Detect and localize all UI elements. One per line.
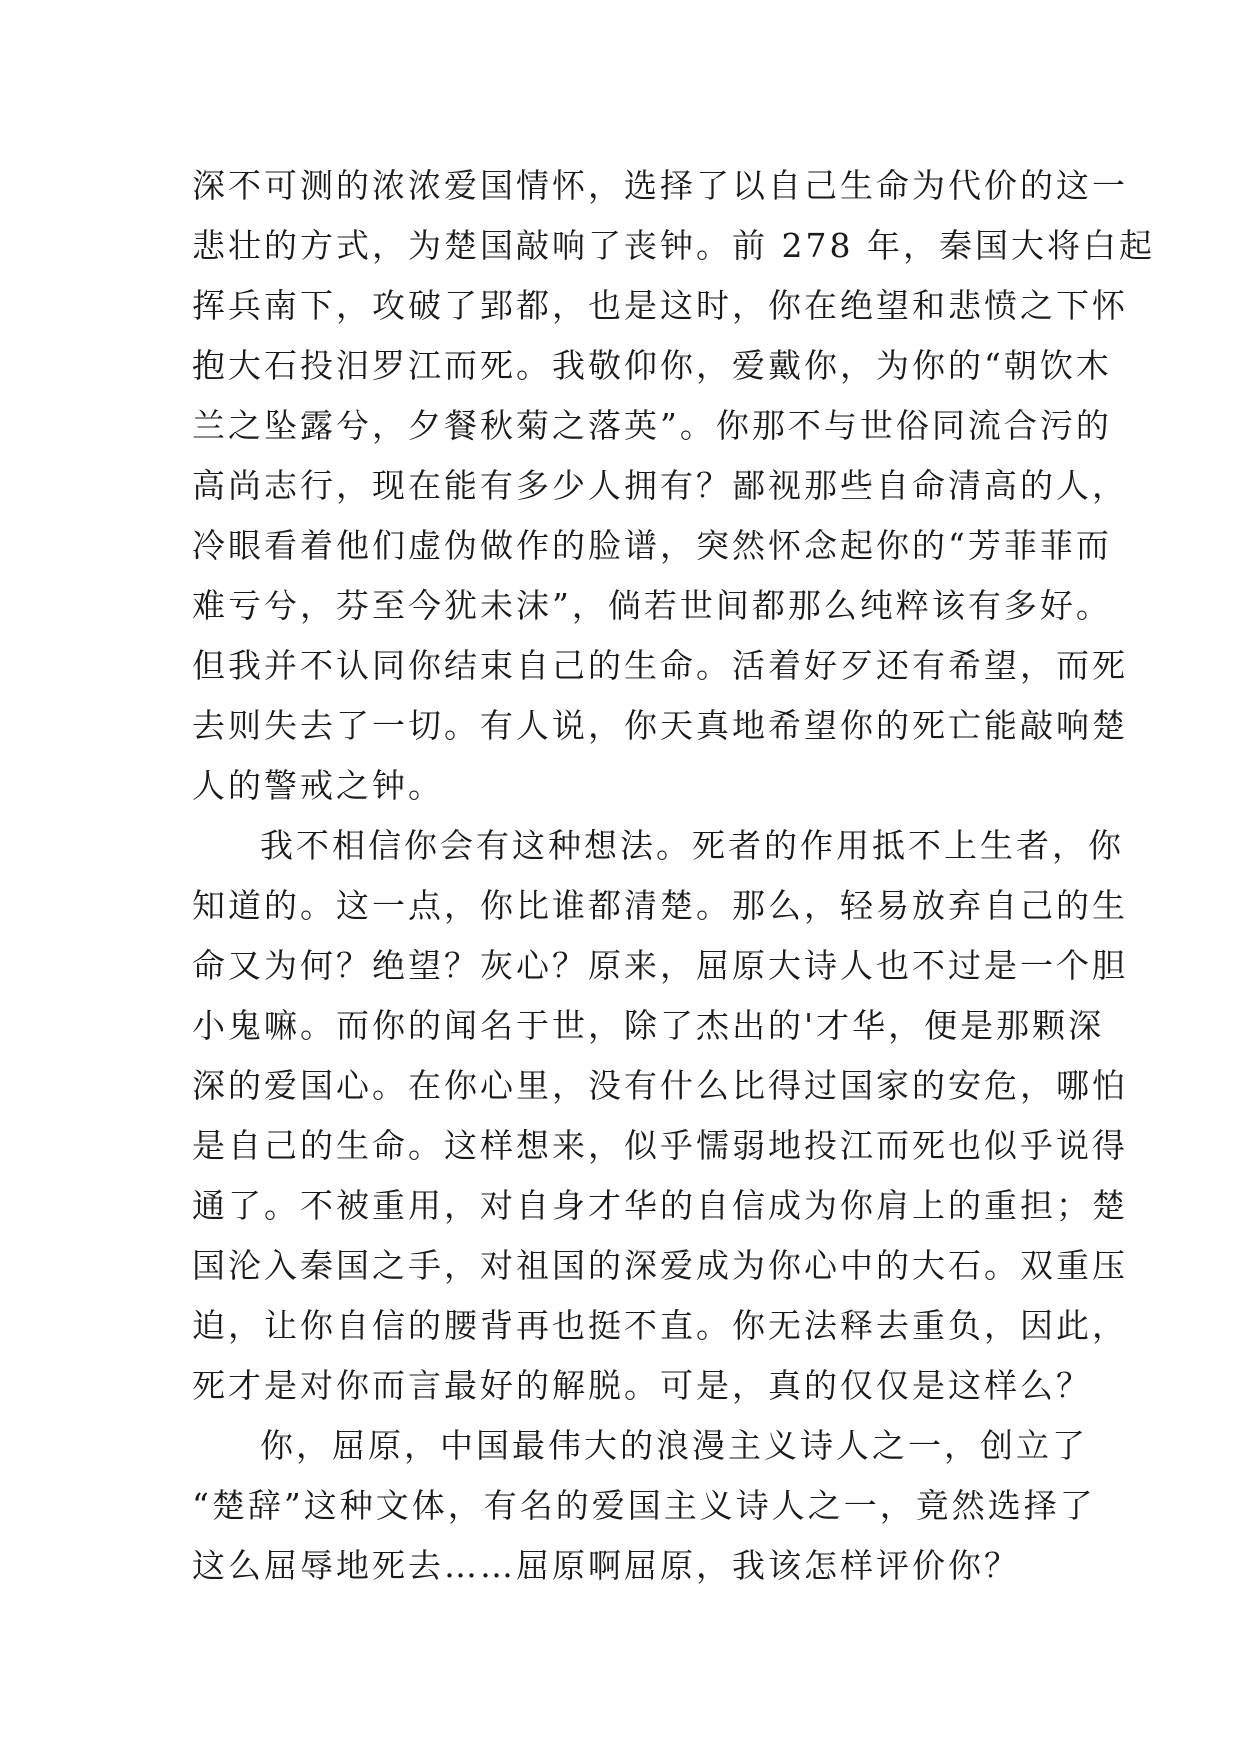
text-line: 命又为何？绝望？灰心？原来，屈原大诗人也不过是一个胆	[192, 946, 1128, 985]
text-line: 去则失去了一切。有人说，你天真地希望你的死亡能敲响楚	[192, 706, 1128, 745]
text-line: 高尚志行，现在能有多少人拥有？鄙视那些自命清高的人，	[192, 466, 1128, 505]
text-line: 难亏兮，芬至今犹未沫”，倘若世间都那么纯粹该有多好。	[192, 586, 1112, 625]
text-line: 悲壮的方式，为楚国敲响了丧钟。前 278 年，秦国大将白起	[192, 226, 1155, 265]
text-line: 死才是对你而言最好的解脱。可是，真的仅仅是这样么？	[192, 1366, 1092, 1405]
text-line: 迫，让你自信的腰背再也挺不直。你无法释去重负，因此，	[192, 1306, 1128, 1345]
text-line: 兰之坠露兮，夕餐秋菊之落英”。你那不与世俗同流合污的	[192, 406, 1112, 445]
text-line: “楚辞”这种文体，有名的爱国主义诗人之一，竟然选择了	[192, 1486, 1096, 1525]
text-line: 知道的。这一点，你比谁都清楚。那么，轻易放弃自己的生	[192, 886, 1128, 925]
paragraph-start-line: 我不相信你会有这种想法。死者的作用抵不上生者，你	[260, 826, 1124, 865]
text-line: 挥兵南下，攻破了郢都，也是这时，你在绝望和悲愤之下怀	[192, 286, 1128, 325]
text-line: 国沦入秦国之手，对祖国的深爱成为你心中的大石。双重压	[192, 1246, 1128, 1285]
text-line: 深不可测的浓浓爱国情怀，选择了以自己生命为代价的这一	[192, 166, 1128, 205]
text-line: 深的爱国心。在你心里，没有什么比得过国家的安危，哪怕	[192, 1066, 1128, 1105]
paragraph-start-line: 你，屈原，中国最伟大的浪漫主义诗人之一，创立了	[260, 1426, 1088, 1465]
text-line: 冷眼看着他们虚伪做作的脸谱，突然怀念起你的“芳菲菲而	[192, 526, 1112, 565]
text-line: 抱大石投汨罗江而死。我敬仰你，爱戴你，为你的“朝饮木	[192, 346, 1112, 385]
text-line: 小鬼嘛。而你的闻名于世，除了杰出的'才华，便是那颗深	[192, 1006, 1105, 1045]
text-line: 是自己的生命。这样想来，似乎懦弱地投江而死也似乎说得	[192, 1126, 1128, 1165]
text-line: 这么屈辱地死去……屈原啊屈原，我该怎样评价你？	[192, 1546, 1020, 1585]
essay-body	[192, 156, 1155, 1596]
text-line: 通了。不被重用，对自身才华的自信成为你肩上的重担；楚	[192, 1186, 1128, 1225]
text-line: 人的警戒之钟。	[192, 766, 444, 805]
text-line: 但我并不认同你结束自己的生命。活着好歹还有希望，而死	[192, 646, 1128, 685]
